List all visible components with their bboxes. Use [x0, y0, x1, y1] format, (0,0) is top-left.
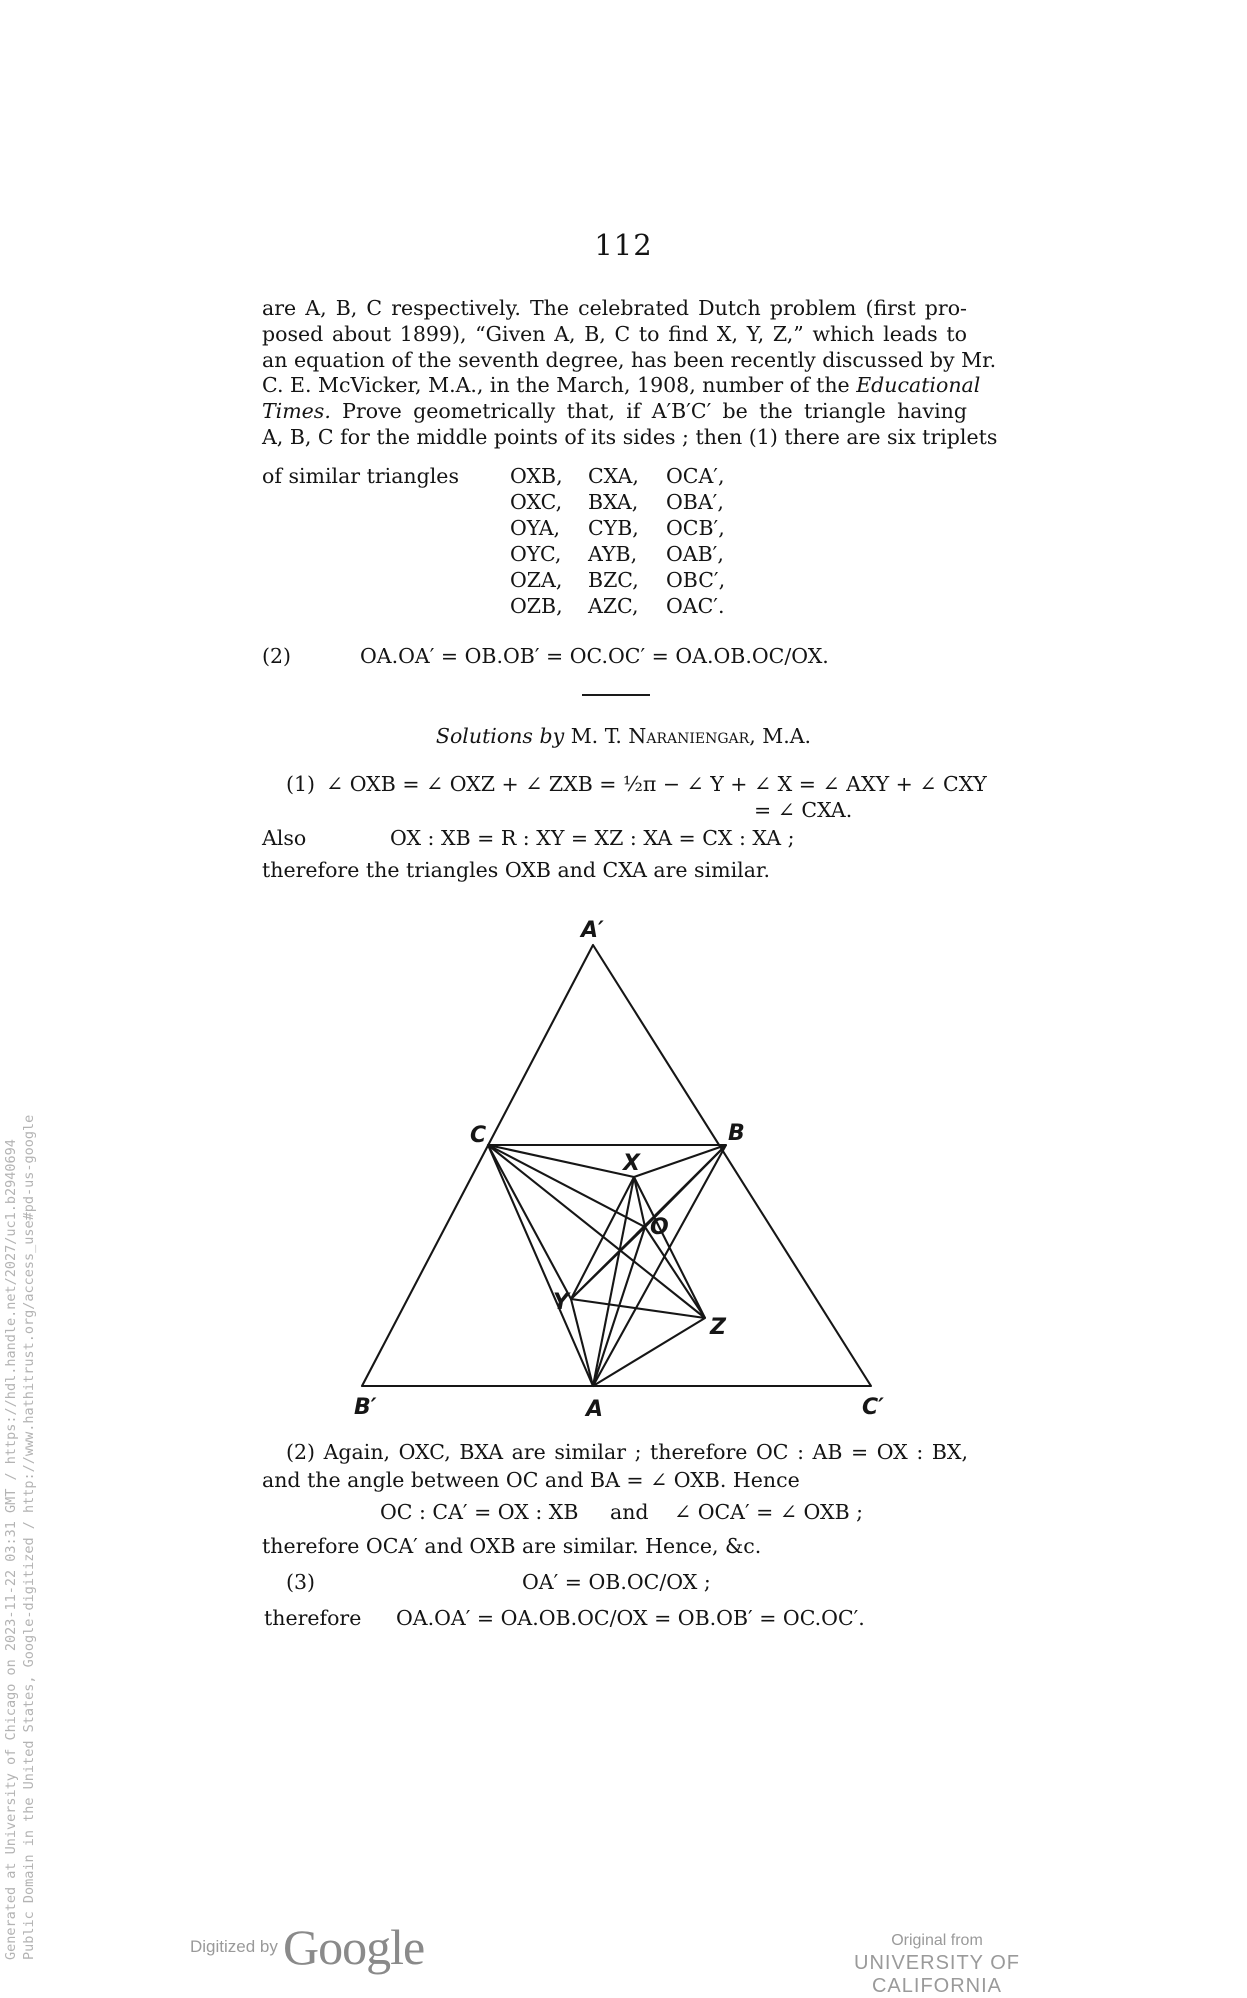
sol1-line2: = ∠ CXA. — [754, 798, 853, 822]
label-a: A — [586, 1397, 604, 1420]
line-cx — [488, 1145, 634, 1177]
journal-name: Times. — [262, 399, 331, 424]
intro-line-with-journal — [262, 373, 981, 399]
triangle-name: AZC, — [588, 594, 639, 618]
intro-line: are A, B, C respectively. The celebrated Dutch problem (first pro- — [262, 296, 967, 320]
sol3-label: (3) — [286, 1570, 316, 1594]
section-divider — [582, 694, 650, 696]
sol3-therefore: therefore — [264, 1606, 362, 1630]
sol2-line3-and: and — [610, 1500, 649, 1524]
triangle-name: CYB, — [588, 516, 639, 540]
label-x: X — [623, 1151, 640, 1176]
triplet-row — [510, 464, 744, 488]
line-co — [488, 1145, 645, 1227]
sol3-equation: OA′ = OB.OC/OX ; — [522, 1570, 711, 1594]
intro-line: an equation of the seventh degree, has been recently discussed by Mr. — [262, 347, 997, 372]
triplet-row — [510, 542, 744, 566]
triplet-row — [510, 516, 744, 540]
digitized-by-text: Digitized by — [190, 1937, 278, 1956]
therefore-similar: therefore the triangles OXB and CXA are similar. — [262, 858, 770, 882]
label-b-prime: B′ — [354, 1395, 377, 1420]
original-from-footer — [792, 1932, 1082, 1998]
solutions-by: Solutions by — [435, 724, 565, 748]
triplets-intro: of similar triangles — [262, 464, 459, 488]
page-number: 112 — [594, 228, 653, 262]
outer-triangle — [362, 945, 871, 1386]
label-o: O — [650, 1215, 669, 1240]
triangle-name: OYC, — [510, 542, 562, 566]
line-bx — [634, 1145, 726, 1177]
triangle-name: BXA, — [588, 490, 639, 514]
line-cz — [488, 1145, 705, 1318]
intro-line: posed about 1899), “Given A, B, C to find X, Y, Z,” which leads to — [262, 321, 967, 346]
triangle-name: OZB, — [510, 594, 563, 618]
sol2-line3-left: OC : CA′ = OX : XB — [380, 1500, 579, 1524]
sol2-line1: (2) Again, OXC, BXA are similar ; therefore OC : AB = OX : BX, — [286, 1440, 968, 1464]
triangle-name: OXC, — [510, 490, 563, 514]
label-a-prime: A′ — [581, 918, 604, 943]
geometry-figure — [340, 900, 900, 1420]
solutions-heading — [0, 724, 1247, 748]
triplet-row — [510, 490, 744, 514]
sol2-line2: and the angle between OC and BA = ∠ OXB. Hence — [262, 1468, 800, 1492]
label-c: C — [470, 1123, 487, 1148]
triangle-name: OYA, — [510, 516, 561, 540]
university-name: UNIVERSITY OF CALIFORNIA — [854, 1952, 1020, 1997]
sol1-label: (1) — [286, 772, 316, 796]
intro-paragraph — [262, 296, 998, 451]
also-label: Also — [262, 826, 307, 850]
line-zo — [645, 1227, 705, 1318]
watermark-line: Generated at University of Chicago on 2023-11-22 03:31 GMT / https://hdl.handle.net/2027/uc1.b2940694 — [3, 1139, 19, 1960]
side-watermark — [2, 1115, 38, 1960]
intro-line-text: C. E. McVicker, M.A., in the March, 1908, number of the — [262, 373, 850, 398]
label-c-prime: C′ — [862, 1395, 884, 1420]
triangle-name: OXB, — [510, 464, 563, 488]
solver-name: M. T. Naraniengar, M.A. — [570, 724, 812, 748]
triangle-name: BZC, — [588, 568, 639, 592]
label-b: B — [728, 1121, 745, 1146]
sol2-line3-right: ∠ OCA′ = ∠ OXB ; — [674, 1500, 864, 1524]
triangle-name: OCA′, — [666, 464, 725, 488]
intro-line-with-journal — [262, 399, 967, 425]
sol2-line4: therefore OCA′ and OXB are similar. Hence, &c. — [262, 1534, 762, 1558]
line-az — [593, 1318, 705, 1386]
label-y: Y — [553, 1290, 569, 1315]
line-xo — [634, 1177, 645, 1227]
journal-name: Educational — [856, 373, 981, 398]
part2-label: (2) — [262, 644, 292, 668]
part2-equation: OA.OA′ = OB.OB′ = OC.OC′ = OA.OB.OC/OX. — [360, 644, 829, 668]
triplet-row — [510, 568, 744, 592]
triangle-name: OBA′, — [666, 490, 724, 514]
triangle-name: OCB′, — [666, 516, 725, 540]
line-cy — [488, 1145, 571, 1299]
triangle-name: OZA, — [510, 568, 563, 592]
sol1-line1: ∠ OXB = ∠ OXZ + ∠ ZXB = ½π − ∠ Y + ∠ X = ∠ AXY + ∠ CXY — [326, 772, 987, 796]
triangle-name: CXA, — [588, 464, 639, 488]
triplet-row — [510, 594, 744, 618]
also-equation: OX : XB = R : XY = XZ : XA = CX : XA ; — [390, 826, 795, 850]
triangle-name: AYB, — [588, 542, 638, 566]
label-z: Z — [710, 1315, 726, 1340]
sol3-final: OA.OA′ = OA.OB.OC/OX = OB.OB′ = OC.OC′. — [396, 1606, 865, 1630]
original-from-text: Original from — [891, 1932, 983, 1949]
triangle-name: OAC′. — [666, 594, 725, 618]
google-logo: Google — [282, 1919, 425, 1975]
intro-line-text: Prove geometrically that, if A′B′C′ be the triangle having — [342, 399, 967, 424]
digitized-by-footer — [190, 1918, 424, 1976]
triangle-name: OBC′, — [666, 568, 726, 592]
triangle-name: OAB′, — [666, 542, 724, 566]
watermark-line: Public Domain in the United States, Google-digitized / http://www.hathitrust.org/access_use#pd-us-google — [21, 1114, 37, 1960]
intro-line: A, B, C for the middle points of its sides ; then (1) there are six triplets — [262, 424, 998, 449]
